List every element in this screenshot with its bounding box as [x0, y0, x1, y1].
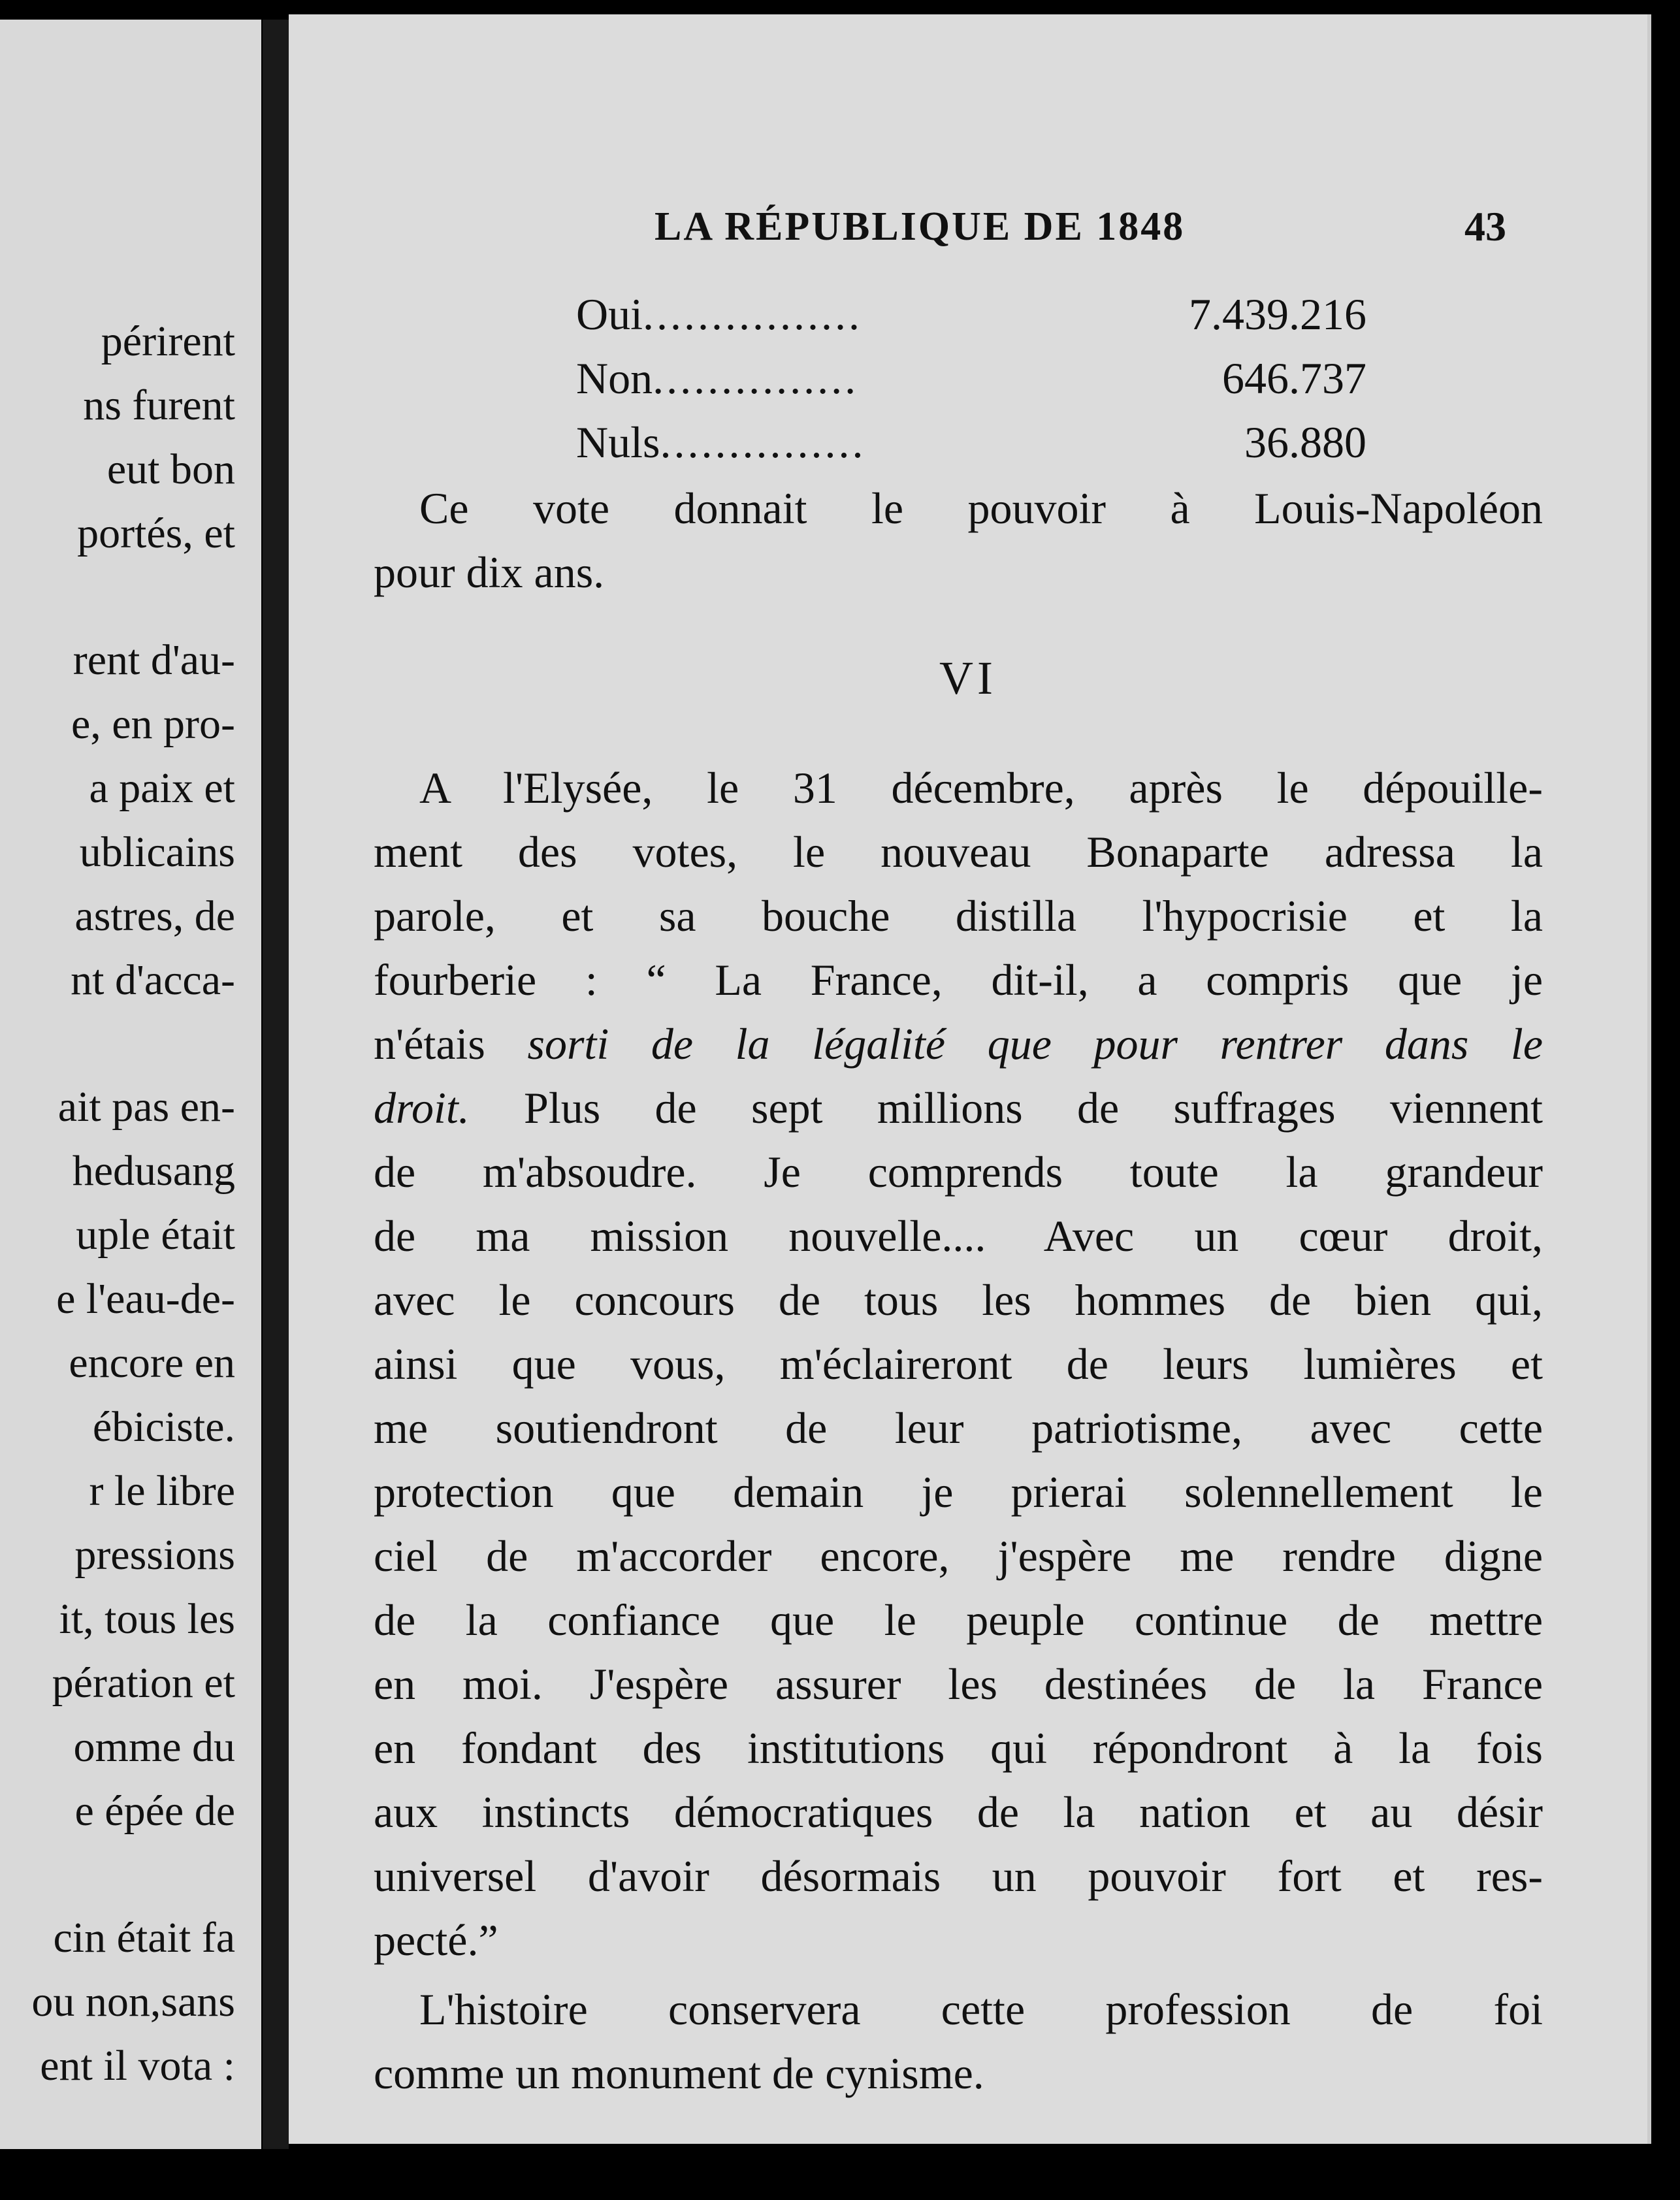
- page-number: 43: [1464, 203, 1506, 250]
- left-line: a paix et: [89, 764, 235, 812]
- paragraph-line: universel d'avoir désormais un pouvoir fort et res-: [374, 1851, 1543, 1901]
- left-line: encore en: [69, 1339, 235, 1387]
- vote-row-oui: [576, 289, 1366, 340]
- left-line: cin était fa: [53, 1914, 235, 1962]
- italic-quote: droit.: [374, 1083, 470, 1133]
- italic-quote: sorti de la légalité que pour rentrer dans le: [527, 1019, 1543, 1069]
- paragraph-line: en moi. J'espère assurer les destinées de la France: [374, 1659, 1543, 1709]
- text-run: Plus de sept millions de suffrages viennent: [469, 1083, 1543, 1133]
- paragraph-line: en fondant des institutions qui répondront à la fois: [374, 1723, 1543, 1773]
- vote-row-nuls: [576, 417, 1366, 468]
- paragraph-line: de m'absoudre. Je comprends toute la grandeur: [374, 1147, 1543, 1197]
- left-line: ent il vota :: [40, 2042, 235, 2090]
- left-line: e épée de: [74, 1787, 235, 1835]
- paragraph-line: aux instincts démocratiques de la nation et au désir: [374, 1787, 1543, 1837]
- paragraph-line: L'histoire conservera cette profession de foi: [419, 1984, 1543, 2034]
- paragraph-line: pecté.”: [374, 1915, 498, 1965]
- vote-dots: ................: [643, 289, 862, 339]
- left-line: r le libre: [89, 1467, 235, 1515]
- vote-dots: ...............: [653, 353, 859, 403]
- left-line: ou non,sans: [31, 1978, 235, 2026]
- vote-label: Oui: [576, 289, 643, 339]
- left-line: pressions: [74, 1531, 235, 1579]
- paragraph-line-mixed: [374, 1019, 1543, 1069]
- left-line: ait pas en-: [57, 1083, 235, 1131]
- book-gutter: [263, 20, 289, 2149]
- left-line: ublicains: [79, 828, 235, 876]
- vote-row-non: [576, 353, 1366, 404]
- paragraph-line: de la confiance que le peuple continue de mettre: [374, 1595, 1543, 1645]
- left-line: omme du: [73, 1723, 235, 1771]
- paragraph-line: comme un monument de cynisme.: [374, 2048, 984, 2098]
- vote-value: 646.737: [1222, 353, 1366, 403]
- vote-value: 36.880: [1244, 417, 1366, 467]
- paragraph-line-mixed: [374, 1083, 1543, 1133]
- section-number: VI: [939, 652, 997, 704]
- left-line: hedusang: [72, 1147, 235, 1195]
- paragraph-line: parole, et sa bouche distilla l'hypocrisie et la: [374, 891, 1543, 941]
- running-head: LA RÉPUBLIQUE DE 1848: [654, 204, 1186, 249]
- left-line: e l'eau-de-: [56, 1275, 235, 1323]
- left-line: it, tous les: [59, 1595, 235, 1643]
- vote-dots: ...............: [660, 417, 866, 467]
- left-page-fragment: [0, 20, 261, 2149]
- vote-value: 7.439.216: [1189, 289, 1366, 339]
- paragraph-line: ainsi que vous, m'éclaireront de leurs lumières et: [374, 1339, 1543, 1389]
- left-line: e, en pro-: [71, 700, 235, 748]
- paragraph-line: A l'Elysée, le 31 décembre, après le dépouille-: [419, 763, 1543, 813]
- paragraph-line: me soutiendront de leur patriotisme, avec cette: [374, 1403, 1543, 1453]
- paragraph-line: Ce vote donnait le pouvoir à Louis-Napoléon: [419, 483, 1543, 533]
- paragraph-line: protection que demain je prierai solennellement le: [374, 1467, 1543, 1517]
- left-line: périrent: [101, 317, 235, 365]
- left-line: pération et: [52, 1659, 235, 1707]
- paragraph-line: avec le concours de tous les hommes de bien qui,: [374, 1275, 1543, 1325]
- left-line: astres, de: [74, 892, 235, 940]
- left-line: ébiciste.: [92, 1403, 235, 1451]
- left-line: uple était: [76, 1211, 235, 1259]
- text-run: n'étais: [374, 1019, 528, 1069]
- paragraph-line: fourberie : “ La France, dit-il, a compris que je: [374, 955, 1543, 1005]
- left-line: portés, et: [77, 510, 235, 557]
- left-line: eut bon: [106, 445, 235, 493]
- paragraph-line: ment des votes, le nouveau Bonaparte adressa la: [374, 827, 1543, 877]
- left-line: nt d'acca-: [71, 956, 235, 1004]
- right-page: [289, 14, 1651, 2144]
- paragraph-line: de ma mission nouvelle.... Avec un cœur droit,: [374, 1211, 1543, 1261]
- paragraph-line: pour dix ans.: [374, 547, 605, 597]
- left-line: ns furent: [83, 381, 235, 429]
- vote-label: Non: [576, 353, 653, 403]
- paragraph-line: ciel de m'accorder encore, j'espère me rendre digne: [374, 1531, 1543, 1581]
- vote-label: Nuls: [576, 417, 660, 467]
- left-line: rent d'au-: [73, 636, 235, 684]
